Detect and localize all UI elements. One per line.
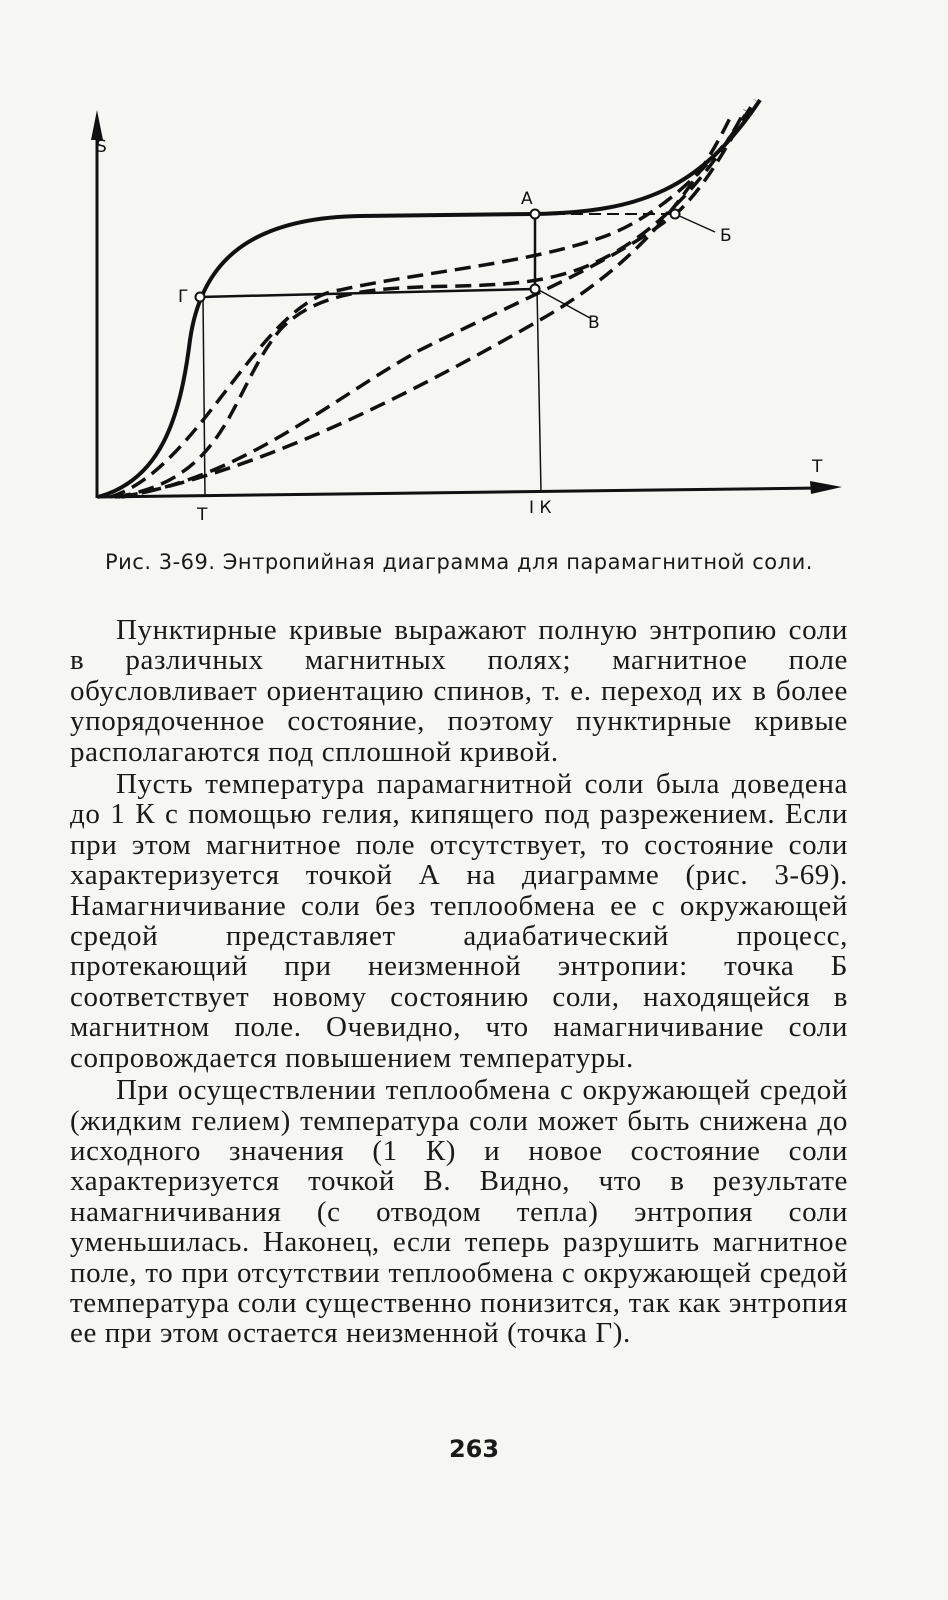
label-g: Г bbox=[178, 287, 189, 307]
label-b: Б bbox=[720, 226, 732, 246]
point-g bbox=[196, 293, 205, 302]
entropy-diagram bbox=[0, 0, 948, 560]
point-b bbox=[671, 210, 680, 219]
tick-label-t: T bbox=[197, 505, 208, 525]
dashed-curve-2 bbox=[115, 110, 745, 497]
x-axis-arrow bbox=[810, 481, 842, 494]
label-v: В bbox=[588, 313, 600, 333]
drop-g-t bbox=[203, 297, 205, 497]
leader-b bbox=[675, 214, 715, 232]
label-a: А bbox=[521, 189, 533, 209]
paragraph: Пусть температура парамагнитной соли была доведена до 1 К с помощью гелия, кипящего под разрежением. Если при этом магнитное поле отсутствует, то состояние соли характеризуется точкой А на диаграмме (рис. 3-69). Намагничивание соли без теплообмена ее с окружающей средой представляет адиабатический процесс, протекающий при неизменной энтропии: точка Б соответствует новому состоянию соли, находящейся в магнитном поле. Очевидно, что намагничивание соли сопровождается повышением температуры. bbox=[70, 768, 848, 1074]
dashed-curve-4 bbox=[122, 118, 730, 497]
x-axis-label: T bbox=[812, 457, 823, 477]
tick-label-1k: I К bbox=[529, 498, 552, 518]
point-v bbox=[531, 285, 540, 294]
dashed-curve-1 bbox=[110, 100, 755, 497]
point-a bbox=[531, 210, 540, 219]
body-text bbox=[70, 615, 848, 1349]
dashed-curve-3 bbox=[118, 115, 745, 497]
figure-caption: Рис. 3-69. Энтропийная диаграмма для парамагнитной соли. bbox=[105, 550, 813, 574]
paragraph: Пунктирные кривые выражают полную энтропию соли в различных магнитных полях; магнитное поле обусловливает ориентацию спинов, т. е. переход их в более упорядоченное состояние, поэтому пунктирные кривые располагаются под сплошной кривой. bbox=[70, 614, 848, 768]
y-axis-arrow bbox=[91, 110, 103, 140]
y-axis-label: S bbox=[96, 137, 107, 157]
page-number: 263 bbox=[448, 1435, 500, 1463]
paragraph: При осуществлении теплообмена с окружающей средой (жидким гелием) температура соли может быть снижена до исходного значения (1 К) и новое состояние соли характеризуется точкой В. Видно, что в результате намагничивания (с отводом тепла) энтропия соли уменьшилась. Наконец, если теперь разрушить магнитное поле, то при отсутствии теплообмена с окружающей средой температура соли существенно понизится, так как энтропия ее при этом остается неизменной (точка Г). bbox=[70, 1074, 848, 1350]
